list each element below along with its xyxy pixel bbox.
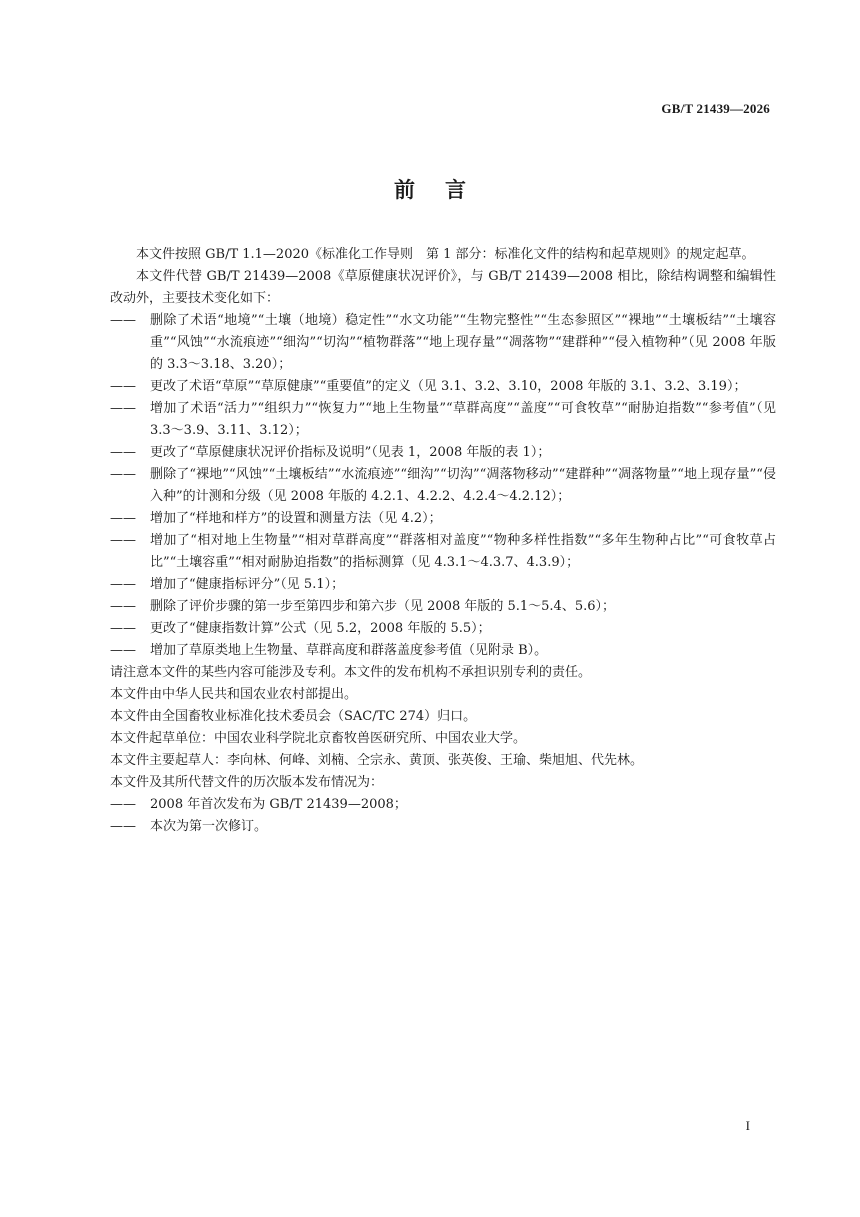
document-code: GB/T 21439—2026: [661, 101, 770, 116]
committee-statement: 本文件由全国畜牧业标准化技术委员会（SAC/TC 274）归口。: [110, 709, 477, 724]
drafters: 本文件主要起草人：李向林、何峰、刘楠、仝宗永、黄顶、张英俊、王瑜、柴旭旭、代先林。: [110, 753, 644, 768]
intro-paragraph: 本文件按照 GB/T 1.1—2020《标准化工作导则 第 1 部分：标准化文件的结构和起草规则》的规定起草。: [136, 247, 755, 262]
list-item-text: 删除了评价步骤的第一步至第四步和第六步（见 2008 年版的 5.1～5.4、5.6）；: [150, 599, 616, 614]
history-intro: 本文件及其所代替文件的历次版本发布情况为：: [110, 775, 384, 790]
list-item-text: 2008 年首次发布为 GB/T 21439—2008；: [150, 797, 407, 812]
patent-notice: 请注意本文件的某些内容可能涉及专利。本文件的发布机构不承担识别专利的责任。: [110, 665, 592, 680]
foreword-body: [110, 244, 776, 838]
dash-marker: ——: [110, 797, 136, 812]
list-item: [110, 530, 776, 574]
list-item-text: 更改了术语“草原”“草原健康”“重要值”的定义（见 3.1、3.2、3.10，2008 年版的 3.1、3.2、3.19）；: [150, 379, 747, 394]
page-title: 前言: [394, 177, 496, 202]
list-item-text: 增加了术语“活力”“组织力”“恢复力”“地上生物量”“草群高度”“盖度”“可食牧草”“耐胁迫指数”“参考值”（见 3.3～3.9、3.11、3.12）；: [150, 401, 776, 438]
list-item-text: 更改了“健康指数计算”公式（见 5.2，2008 年版的 5.5）；: [150, 621, 491, 636]
dash-marker: ——: [110, 379, 136, 394]
changes-list: [110, 310, 776, 662]
list-item: [110, 816, 776, 838]
list-item: [110, 618, 776, 640]
list-item: [110, 794, 776, 816]
history-list: [110, 794, 776, 838]
dash-marker: ——: [110, 533, 136, 548]
dash-marker: ——: [110, 445, 136, 460]
drafting-units: 本文件起草单位：中国农业科学院北京畜牧兽医研究所、中国农业大学。: [110, 731, 527, 746]
list-item-text: 本次为第一次修订。: [150, 819, 268, 834]
list-item-text: 增加了“健康指标评分”（见 5.1）；: [150, 577, 345, 592]
list-item-text: 更改了“草原健康状况评价指标及说明”（见表 1，2008 年版的表 1）；: [150, 445, 551, 460]
dash-marker: ——: [110, 819, 136, 834]
dash-marker: ——: [110, 313, 136, 328]
proposer-statement: 本文件由中华人民共和国农业农村部提出。: [110, 687, 358, 702]
list-item-text: 增加了“相对地上生物量”“相对草群高度”“群落相对盖度”“物种多样性指数”“多年生物种占比”“可食牧草占比”“土壤容重”“相对耐胁迫指数”的指标测算（见 4.3.1～4.3.7、4.3.9）；: [150, 533, 776, 570]
dash-marker: ——: [110, 599, 136, 614]
dash-marker: ——: [110, 621, 136, 636]
list-item: [110, 442, 776, 464]
dash-marker: ——: [110, 401, 136, 416]
intro-paragraph: 本文件代替 GB/T 21439—2008《草原健康状况评价》，与 GB/T 21439—2008 相比，除结构调整和编辑性改动外，主要技术变化如下：: [110, 269, 776, 306]
list-item: [110, 376, 776, 398]
list-item-text: 增加了“样地和样方”的设置和测量方法（见 4.2）；: [150, 511, 442, 526]
dash-marker: ——: [110, 511, 136, 526]
dash-marker: ——: [110, 577, 136, 592]
list-item-text: 增加了草原类地上生物量、草群高度和群落盖度参考值（见附录 B）。: [150, 643, 548, 658]
list-item: [110, 508, 776, 530]
list-item: [110, 464, 776, 508]
dash-marker: ——: [110, 467, 136, 482]
list-item-text: 删除了术语“地境”“土壤（地境）稳定性”“水文功能”“生物完整性”“生态参照区”“裸地”“土壤板结”“土壤容重”“风蚀”“水流痕迹”“细沟”“切沟”“植物群落”“地上现存量”“凋落物”“建群种”“侵入植物种”（见 2008 年版的 3.3～3.18、3.20）；: [150, 313, 776, 372]
page-number: I: [745, 1118, 750, 1133]
list-item: [110, 398, 776, 442]
list-item: [110, 596, 776, 618]
list-item: [110, 574, 776, 596]
list-item: [110, 310, 776, 376]
dash-marker: ——: [110, 643, 136, 658]
list-item-text: 删除了“裸地”“风蚀”“土壤板结”“水流痕迹”“细沟”“切沟”“凋落物移动”“建群种”“凋落物量”“地上现存量”“侵入种”的计测和分级（见 2008 年版的 4.2.1、4.2.2、4.2.4～4.2.12）；: [150, 467, 776, 504]
list-item: [110, 640, 776, 662]
